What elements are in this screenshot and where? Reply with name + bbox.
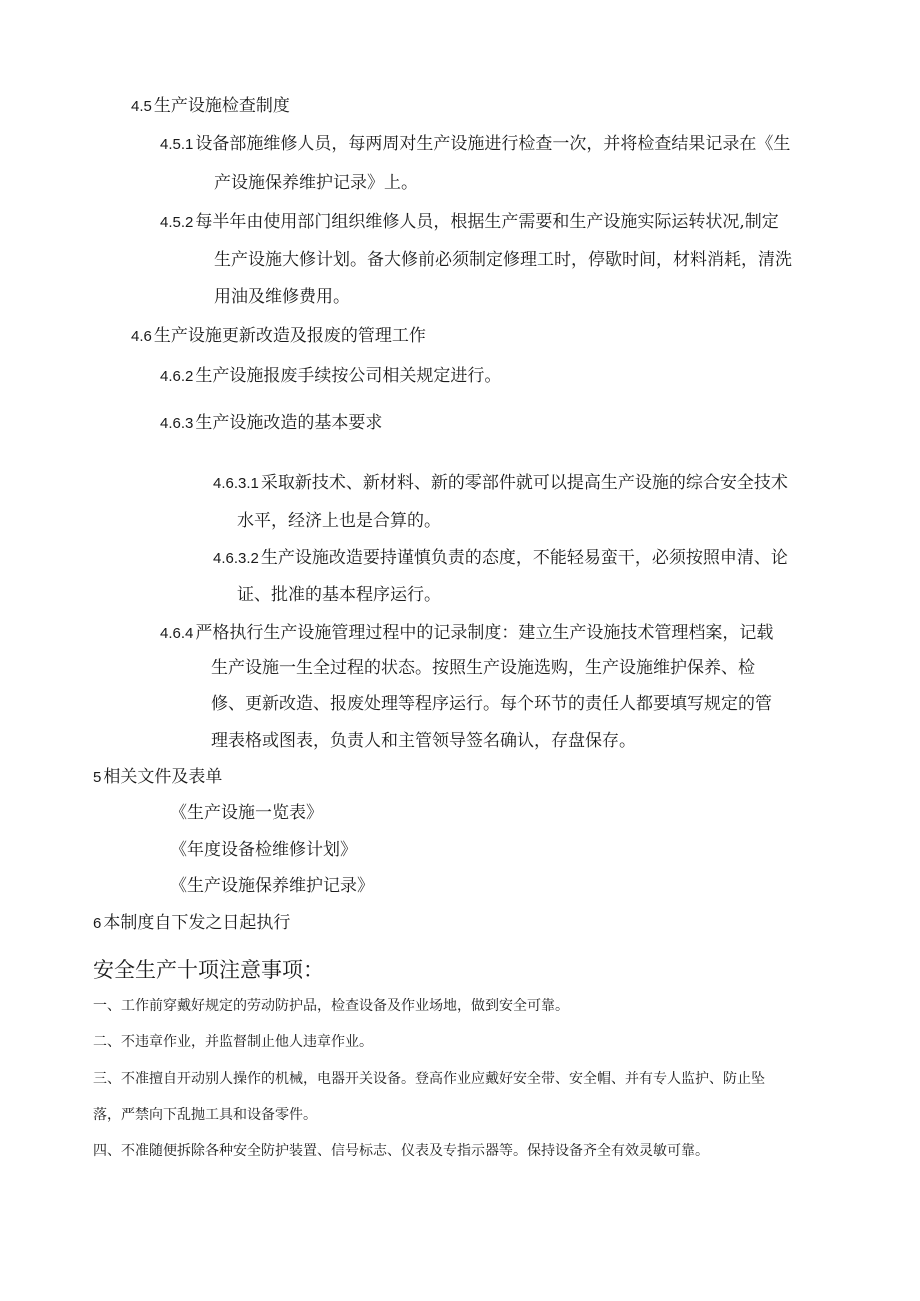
section-4-6-4-line-1: 4.6.4 严格执行生产设施管理过程中的记录制度：建立生产设施技术管理档案，记载 xyxy=(160,623,774,643)
section-4-6-heading: 4.6 生产设施更新改造及报废的管理工作 xyxy=(131,326,426,346)
section-4-5-1-line-2: 产设施保养维护记录》上。 xyxy=(214,173,418,193)
section-4-6-2: 4.6.2 生产设施报废手续按公司相关规定进行。 xyxy=(160,366,502,386)
safety-item-continuation: 落，严禁向下乱抛工具和设备零件。 xyxy=(93,1107,317,1123)
doc-item: 《生产设施一览表》 xyxy=(170,803,323,823)
section-4-6-4-line-2: 生产设施一生全过程的状态。按照生产设施选购，生产设施维护保养、检 xyxy=(211,658,755,678)
safety-item: 三、不准擅自开动别人操作的机械，电器开关设备。登高作业应戴好安全带、安全帽、并有专人监护、防止坠 xyxy=(93,1071,765,1087)
section-4-5-heading: 4.5 生产设施检查制度 xyxy=(131,96,290,116)
section-4-5-1-line-1: 4.5.1 设备部施维修人员，每两周对生产设施进行检查一次，并将检查结果记录在《生 xyxy=(160,134,791,154)
section-4-6-3-1-line-1: 4.6.3.1 采取新技术、新材料、新的零部件就可以提高生产设施的综合安全技术 xyxy=(213,473,788,493)
doc-item: 《年度设备检维修计划》 xyxy=(170,840,357,860)
section-4-5-2-line-1: 4.5.2 每半年由使用部门组织维修人员，根据生产需要和生产设施实际运转状况,制定 xyxy=(160,212,779,232)
safety-item: 一、工作前穿戴好规定的劳动防护品，检查设备及作业场地，做到安全可靠。 xyxy=(93,998,569,1014)
safety-title: 安全生产十项注意事项： xyxy=(93,958,324,982)
doc-item: 《生产设施保养维护记录》 xyxy=(170,876,374,896)
section-4-6-3-2-line-2: 证、批准的基本程序运行。 xyxy=(237,585,441,605)
section-4-5-2-line-3: 用油及维修费用。 xyxy=(214,287,350,307)
safety-item: 四、不准随便拆除各种安全防护装置、信号标志、仪表及专指示器等。保持设备齐全有效灵敏可靠。 xyxy=(93,1143,709,1159)
section-4-6-4-line-3: 修、更新改造、报废处理等程序运行。每个环节的责任人都要填写规定的管 xyxy=(211,694,772,714)
section-4-6-3-2-line-1: 4.6.3.2 生产设施改造要持谨慎负责的态度，不能轻易蛮干，必须按照申清、论 xyxy=(213,548,788,568)
section-4-6-4-line-4: 理表格或图表，负责人和主管领导签名确认，存盘保存。 xyxy=(211,731,636,751)
section-4-5-2-line-2: 生产设施大修计划。备大修前必须制定修理工时，停歇时间，材料消耗，清洗 xyxy=(214,250,792,270)
safety-item: 二、不违章作业，并监督制止他人违章作业。 xyxy=(93,1034,373,1050)
section-4-6-3-1-line-2: 水平，经济上也是合算的。 xyxy=(237,511,441,531)
section-4-6-3: 4.6.3 生产设施改造的基本要求 xyxy=(160,413,383,433)
section-6-heading: 6 本制度自下发之日起执行 xyxy=(93,913,291,933)
section-5-heading: 5 相关文件及表单 xyxy=(93,767,223,787)
